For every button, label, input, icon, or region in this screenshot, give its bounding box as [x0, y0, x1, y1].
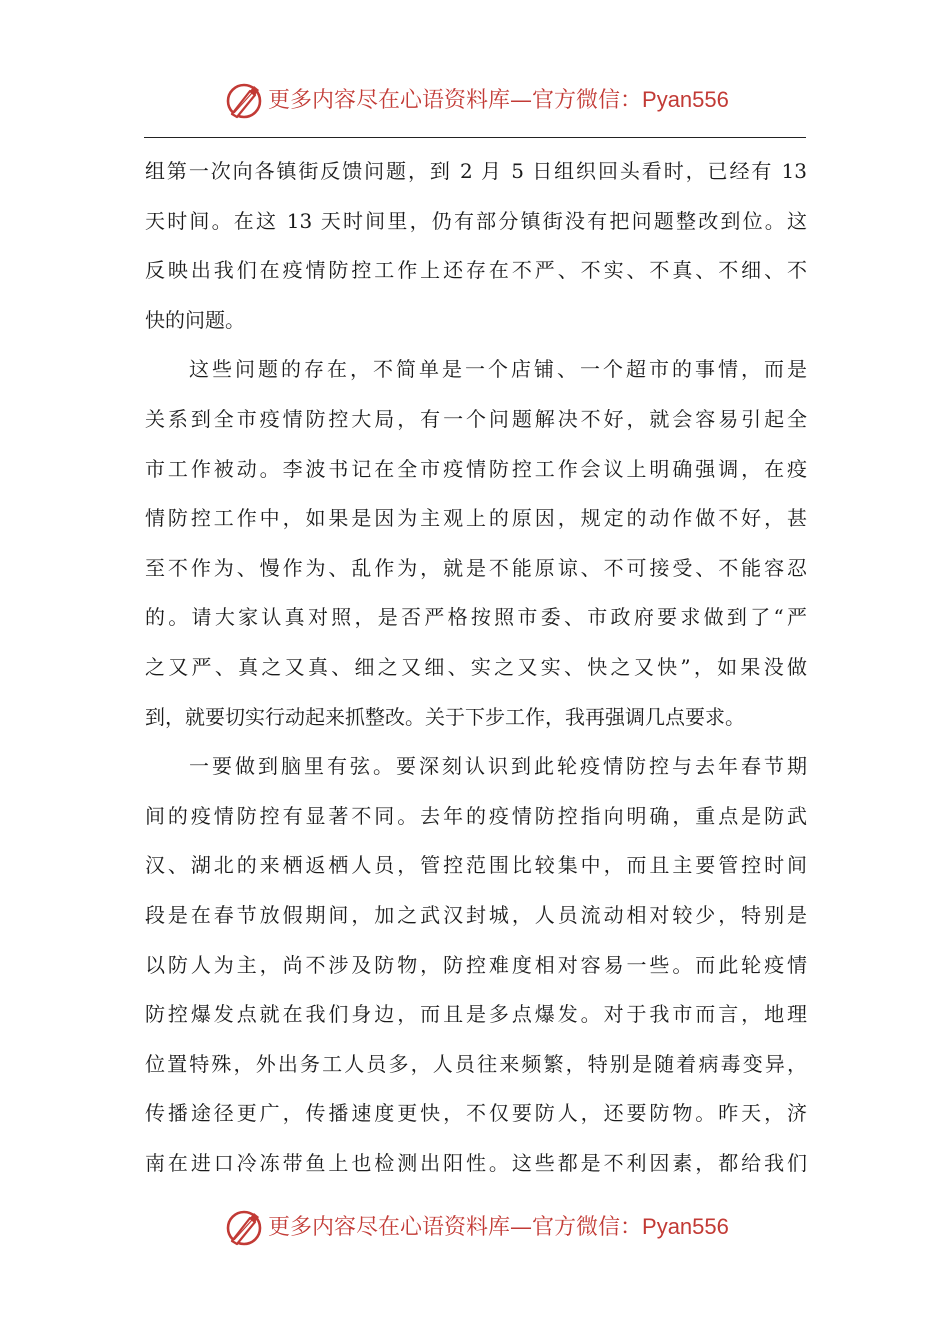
body-line: 快的问题。 [145, 307, 245, 332]
body-line: 一要做到脑里有弦。要深刻认识到此轮疫情防控与去年春节期 [189, 754, 807, 779]
body-line: 到，就要切实行动起来抓整改。关于下步工作，我再强调几点要求。 [145, 704, 745, 729]
footer-banner-cn: 更多内容尽在心语资料库—官方微信： [268, 1215, 643, 1240]
header-banner-cn: 更多内容尽在心语资料库—官方微信： [268, 88, 643, 113]
footer-wechat-id: Pyan556 [642, 1214, 729, 1239]
body-line: 组第一次向各镇街反馈问题，到 2 月 5 日组织回头看时，已经有 13 [145, 159, 807, 183]
footer-banner-text [268, 1207, 729, 1248]
body-line: 传播途径更广，传播速度更快，不仅要防人，还要防物。昨天，济 [145, 1101, 807, 1126]
body-line: 间的疫情防控有显著不同。去年的疫情防控指向明确，重点是防武 [145, 803, 807, 828]
body-line: 关系到全市疫情防控大局，有一个问题解决不好，就会容易引起全 [145, 406, 807, 431]
body-line: 情防控工作中，如果是因为主观上的原因，规定的动作做不好，甚 [145, 506, 807, 531]
pen-nib-circle-logo-icon [224, 81, 264, 121]
header-banner-text [268, 80, 729, 121]
body-line: 反映出我们在疫情防控工作上还存在不严、不实、不真、不细、不 [145, 258, 807, 283]
body-line: 汉、湖北的来栖返栖人员，管控范围比较集中，而且主要管控时间 [145, 853, 807, 878]
body-line: 这些问题的存在，不简单是一个店铺、一个超市的事情，而是 [189, 357, 807, 382]
header-banner-inner [224, 80, 729, 121]
body-line: 位置特殊，外出务工人员多，人员往来频繁，特别是随着病毒变异， [145, 1051, 807, 1076]
body-line: 的。请大家认真对照，是否严格按照市委、市政府要求做到了“严 [145, 605, 807, 630]
body-line: 之又严、真之又真、细之又细、实之又实、快之又快”，如果没做 [145, 654, 807, 679]
body-line: 南在进口冷冻带鱼上也检测出阳性。这些都是不利因素，都给我们 [145, 1150, 807, 1175]
body-line: 市工作被动。李波书记在全市疫情防控工作会议上明确强调，在疫 [145, 456, 807, 481]
header-wechat-id: Pyan556 [642, 87, 729, 112]
body-line: 以防人为主，尚不涉及防物，防控难度相对容易一些。而此轮疫情 [145, 952, 807, 977]
body-line: 防控爆发点就在我们身边，而且是多点爆发。对于我市而言，地理 [145, 1002, 807, 1027]
footer-banner-inner [224, 1207, 729, 1248]
body-line: 天时间。在这 13 天时间里，仍有部分镇街没有把问题整改到位。这 [145, 208, 807, 233]
body-line: 段是在春节放假期间，加之武汉封城，人员流动相对较少，特别是 [145, 902, 807, 927]
body-line: 至不作为、慢作为、乱作为，就是不能原谅、不可接受、不能容忍 [145, 555, 807, 580]
document-body [145, 147, 807, 1188]
header-banner [0, 76, 950, 126]
pen-nib-circle-logo-icon [224, 1208, 264, 1248]
footer-banner [0, 1203, 950, 1253]
header-divider [144, 137, 806, 138]
